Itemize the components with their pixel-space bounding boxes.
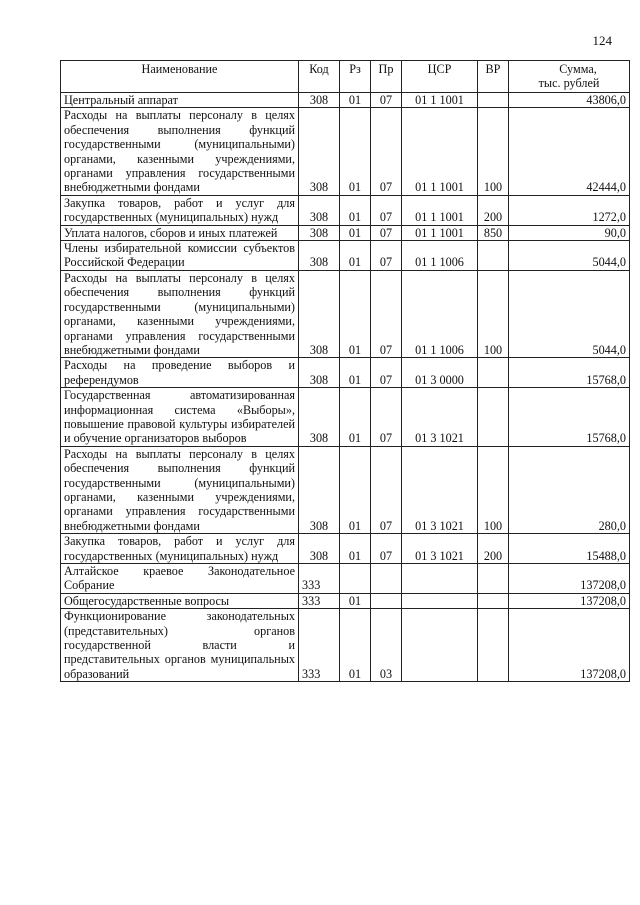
row-pr: 07	[371, 195, 402, 225]
page-number: 124	[592, 33, 612, 48]
table-row	[61, 534, 630, 564]
table-row	[61, 241, 630, 271]
row-kod: 308	[299, 446, 340, 533]
row-sum: 137208,0	[509, 564, 630, 594]
row-rz: 01	[340, 534, 371, 564]
row-pr	[371, 564, 402, 594]
row-name: Общегосударственные вопросы	[61, 593, 299, 608]
column-header-sum	[509, 61, 630, 93]
row-sum: 42444,0	[509, 108, 630, 195]
row-pr: 03	[371, 609, 402, 682]
column-header-pr: Пр	[371, 61, 402, 93]
row-kod: 308	[299, 388, 340, 447]
row-kod: 308	[299, 195, 340, 225]
column-header-name: Наименование	[61, 61, 299, 93]
row-sum: 5044,0	[509, 241, 630, 271]
column-header-sum-line1: Сумма,	[559, 62, 597, 76]
row-pr: 07	[371, 534, 402, 564]
column-header-rz: Рз	[340, 61, 371, 93]
row-name: Закупка товаров, работ и услуг для государственных (муниципальных) нужд	[61, 534, 299, 564]
row-name: Расходы на проведение выборов и референдумов	[61, 358, 299, 388]
row-sum: 15768,0	[509, 388, 630, 447]
table-row	[61, 93, 630, 108]
row-csr: 01 3 0000	[402, 358, 478, 388]
table-row	[61, 564, 630, 594]
row-rz: 01	[340, 93, 371, 108]
row-sum: 15768,0	[509, 358, 630, 388]
table-body	[61, 93, 630, 682]
row-sum: 280,0	[509, 446, 630, 533]
row-csr	[402, 564, 478, 594]
row-kod: 333	[299, 593, 340, 608]
row-rz: 01	[340, 241, 371, 271]
row-rz: 01	[340, 108, 371, 195]
table-row	[61, 446, 630, 533]
table-row	[61, 108, 630, 195]
row-vr	[478, 93, 509, 108]
row-pr: 07	[371, 358, 402, 388]
row-name: Закупка товаров, работ и услуг для государственных (муниципальных) нужд	[61, 195, 299, 225]
table-row	[61, 225, 630, 240]
row-vr	[478, 388, 509, 447]
row-sum: 90,0	[509, 225, 630, 240]
table-row	[61, 609, 630, 682]
row-csr	[402, 609, 478, 682]
column-header-csr: ЦСР	[402, 61, 478, 93]
row-kod: 308	[299, 225, 340, 240]
row-vr	[478, 564, 509, 594]
row-vr	[478, 241, 509, 271]
row-pr: 07	[371, 270, 402, 357]
row-csr: 01 3 1021	[402, 446, 478, 533]
row-rz	[340, 564, 371, 594]
row-name: Расходы на выплаты персоналу в целях обеспечения выполнения функций государственными (муниципальными) органами, казенными учреждениями, органами управления государственными внебюджетными фондами	[61, 270, 299, 357]
row-vr: 100	[478, 446, 509, 533]
row-csr: 01 1 1006	[402, 241, 478, 271]
row-kod: 333	[299, 564, 340, 594]
table-row	[61, 270, 630, 357]
row-csr: 01 1 1006	[402, 270, 478, 357]
row-pr: 07	[371, 225, 402, 240]
row-name: Алтайское краевое Законодательное Собрание	[61, 564, 299, 594]
row-pr	[371, 593, 402, 608]
row-csr: 01 3 1021	[402, 388, 478, 447]
row-kod: 308	[299, 108, 340, 195]
row-name: Государственная автоматизированная информационная система «Выборы», повышение правовой культуры избирателей и обучение организаторов выборов	[61, 388, 299, 447]
row-rz: 01	[340, 593, 371, 608]
row-sum: 137208,0	[509, 609, 630, 682]
row-name: Расходы на выплаты персоналу в целях обеспечения выполнения функций государственными (муниципальными) органами, казенными учреждениями, органами управления государственными внебюджетными фондами	[61, 108, 299, 195]
row-kod: 308	[299, 241, 340, 271]
table-row	[61, 358, 630, 388]
row-kod: 308	[299, 534, 340, 564]
table-row	[61, 388, 630, 447]
table-row	[61, 195, 630, 225]
row-rz: 01	[340, 446, 371, 533]
row-pr: 07	[371, 108, 402, 195]
row-sum: 5044,0	[509, 270, 630, 357]
row-rz: 01	[340, 195, 371, 225]
row-kod: 308	[299, 270, 340, 357]
row-rz: 01	[340, 270, 371, 357]
row-sum: 43806,0	[509, 93, 630, 108]
row-sum: 15488,0	[509, 534, 630, 564]
column-header-kod: Код	[299, 61, 340, 93]
row-name: Функционирование законодательных (представительных) органов государственной власти и представительных органов муниципальных образований	[61, 609, 299, 682]
row-name: Члены избирательной комиссии субъектов Российской Федерации	[61, 241, 299, 271]
row-name: Расходы на выплаты персоналу в целях обеспечения выполнения функций государственными (муниципальными) органами, казенными учреждениями, органами управления государственными внебюджетными фондами	[61, 446, 299, 533]
row-name: Уплата налогов, сборов и иных платежей	[61, 225, 299, 240]
row-rz: 01	[340, 609, 371, 682]
row-kod: 308	[299, 93, 340, 108]
row-name: Центральный аппарат	[61, 93, 299, 108]
row-kod: 308	[299, 358, 340, 388]
row-csr: 01 1 1001	[402, 195, 478, 225]
row-pr: 07	[371, 446, 402, 533]
row-sum: 1272,0	[509, 195, 630, 225]
row-vr: 100	[478, 108, 509, 195]
row-pr: 07	[371, 93, 402, 108]
row-vr	[478, 593, 509, 608]
row-sum: 137208,0	[509, 593, 630, 608]
column-header-sum-line2: тыс. рублей	[538, 76, 600, 91]
row-kod: 333	[299, 609, 340, 682]
row-pr: 07	[371, 388, 402, 447]
row-vr: 850	[478, 225, 509, 240]
row-vr: 200	[478, 195, 509, 225]
row-rz: 01	[340, 388, 371, 447]
table-row	[61, 593, 630, 608]
table-header-row	[61, 61, 630, 93]
row-csr: 01 3 1021	[402, 534, 478, 564]
row-csr: 01 1 1001	[402, 93, 478, 108]
budget-table	[60, 60, 630, 682]
row-vr	[478, 358, 509, 388]
row-rz: 01	[340, 358, 371, 388]
row-rz: 01	[340, 225, 371, 240]
row-csr: 01 1 1001	[402, 108, 478, 195]
row-vr: 100	[478, 270, 509, 357]
row-csr	[402, 593, 478, 608]
row-pr: 07	[371, 241, 402, 271]
row-vr: 200	[478, 534, 509, 564]
row-csr: 01 1 1001	[402, 225, 478, 240]
column-header-vr: ВР	[478, 61, 509, 93]
row-vr	[478, 609, 509, 682]
